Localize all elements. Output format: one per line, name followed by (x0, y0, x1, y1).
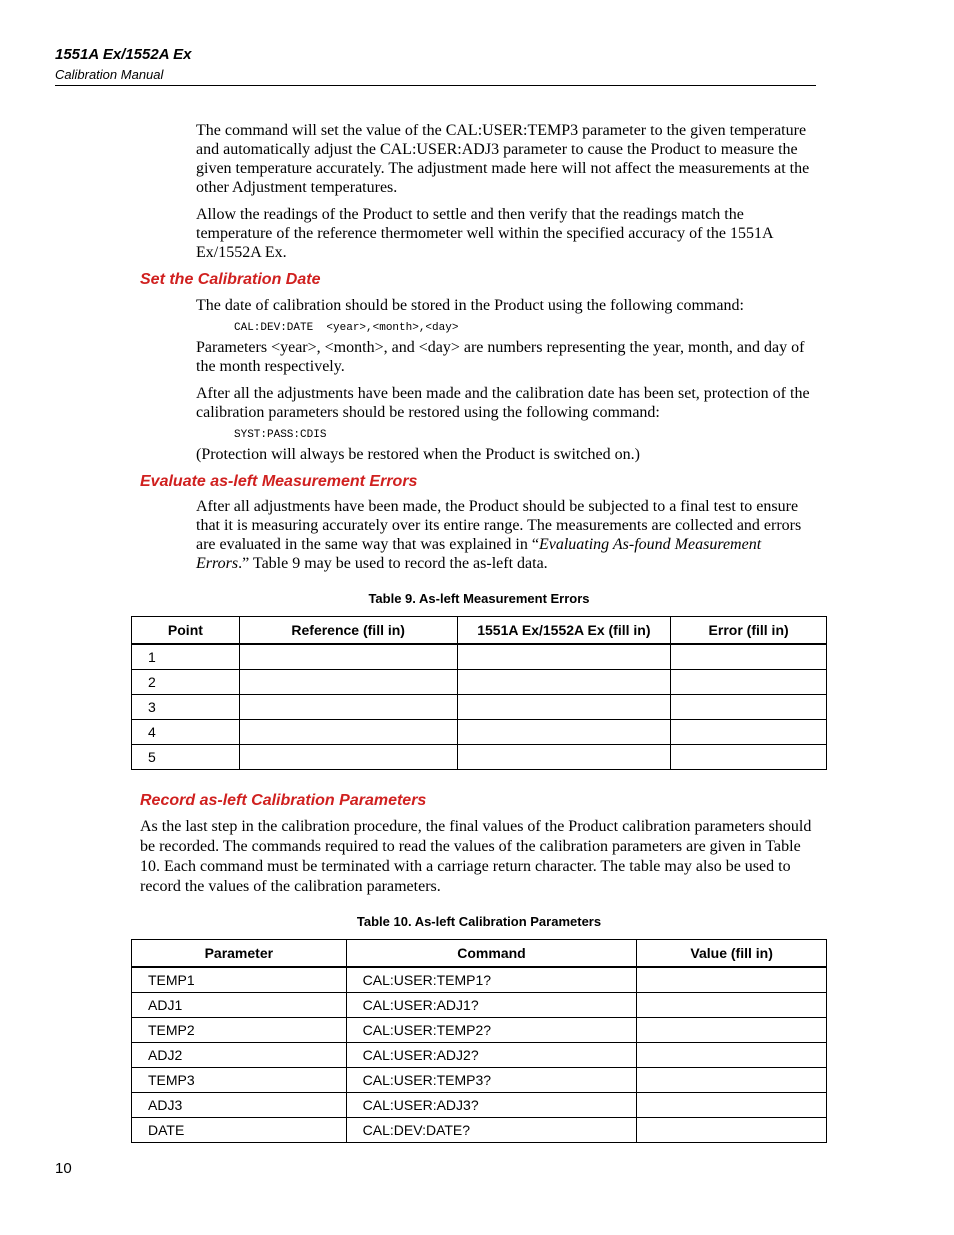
table-cell-fill-in (457, 720, 671, 745)
table-cell-point: 5 (132, 745, 240, 770)
column-header-value: Value (fill in) (637, 940, 827, 968)
table-row (132, 1043, 827, 1068)
table-cell-point: 4 (132, 720, 240, 745)
running-header-subtitle: Calibration Manual (55, 67, 164, 82)
header-divider (55, 85, 816, 86)
table-row (132, 695, 827, 720)
evaluate-text-start: After all adjustments have been made, the Product should be subjected to a final test to ensure that it is measuring accurately over its entire range. The measurements are collected and errors are evaluated in the same way that was explained in “ (196, 498, 802, 553)
table-as-left-measurement-errors (131, 616, 827, 770)
intro-paragraph-1: The command will set the value of the CAL:USER:TEMP3 parameter to the given temperature and automatically adjust the CAL:USER:ADJ3 parameter to cause the Product to measure the given temperature accurately. The adjustment made here will not affect the measurements at the other Adjustment temperatures. (196, 122, 810, 196)
table-cell-fill-in (637, 1018, 827, 1043)
table-row (132, 644, 827, 670)
table-cell-fill-in (457, 695, 671, 720)
table-cell-fill-in (637, 1093, 827, 1118)
table-row (132, 1118, 827, 1143)
running-header-title: 1551A Ex/1552A Ex (55, 46, 192, 63)
table-cell-fill-in (671, 720, 827, 745)
page-number: 10 (55, 1160, 72, 1177)
table-cell-fill-in (239, 745, 457, 770)
table-cell-command: CAL:USER:TEMP2? (346, 1018, 637, 1043)
column-header-error: Error (fill in) (671, 617, 827, 645)
column-header-point: Point (132, 617, 240, 645)
table-cell-fill-in (239, 670, 457, 695)
table-10-caption: Table 10. As-left Calibration Parameters (356, 914, 602, 929)
table-cell-fill-in (239, 695, 457, 720)
table-cell-parameter: TEMP2 (132, 1018, 347, 1043)
column-header-device-reading: 1551A Ex/1552A Ex (fill in) (457, 617, 671, 645)
column-header-parameter: Parameter (132, 940, 347, 968)
table-cell-command: CAL:USER:ADJ1? (346, 993, 637, 1018)
table-cell-fill-in (637, 1118, 827, 1143)
table-9-caption: Table 9. As-left Measurement Errors (368, 591, 590, 606)
code-syst-pass-cdis: SYST:PASS:CDIS (234, 429, 327, 441)
table-cell-fill-in (637, 1043, 827, 1068)
table-row (132, 1093, 827, 1118)
table-cell-fill-in (671, 670, 827, 695)
table-cell-fill-in (637, 1068, 827, 1093)
table-row (132, 745, 827, 770)
table-row (132, 1068, 827, 1093)
table-cell-point: 3 (132, 695, 240, 720)
intro-paragraph-2: Allow the readings of the Product to settle and then verify that the readings match the temperature of the reference thermometer well within the specified accuracy of the 1551A Ex/1552A Ex. (196, 206, 773, 261)
table-cell-parameter: ADJ2 (132, 1043, 347, 1068)
table-cell-fill-in (671, 745, 827, 770)
table-cell-point: 1 (132, 644, 240, 670)
table-cell-fill-in (457, 745, 671, 770)
table-cell-fill-in (457, 644, 671, 670)
evaluate-cross-reference: Evaluating As-found Measurement Errors (196, 536, 762, 572)
code-cal-dev-date: CAL:DEV:DATE <year>,<month>,<day> (234, 322, 459, 334)
table-cell-fill-in (637, 993, 827, 1018)
table-cell-parameter: ADJ1 (132, 993, 347, 1018)
table-cell-parameter: TEMP3 (132, 1068, 347, 1093)
table-row (132, 993, 827, 1018)
table-cell-point: 2 (132, 670, 240, 695)
cal-date-paragraph-3: After all the adjustments have been made and the calibration date has been set, protection of the calibration parameters should be restored using the following command: (196, 385, 810, 421)
table-cell-command: CAL:DEV:DATE? (346, 1118, 637, 1143)
table-cell-command: CAL:USER:ADJ2? (346, 1043, 637, 1068)
cal-date-paragraph-2: Parameters <year>, <month>, and <day> are numbers representing the year, month, and day of the month respectively. (196, 339, 805, 375)
table-cell-command: CAL:USER:TEMP3? (346, 1068, 637, 1093)
cal-date-paragraph-1: The date of calibration should be stored in the Product using the following command: (196, 297, 744, 314)
table-row (132, 967, 827, 993)
section-heading-record-parameters: Record as-left Calibration Parameters (140, 792, 427, 809)
table-as-left-calibration-parameters (131, 939, 827, 1143)
table-cell-fill-in (457, 670, 671, 695)
table-cell-parameter: TEMP1 (132, 967, 347, 993)
record-paragraph: As the last step in the calibration procedure, the final values of the Product calibration parameters should be recorded. The commands required to read the values of the calibration parameters are given in Table 10. Each command must be terminated with a carriage return character. The table may also be used to record the values of the calibration parameters. (140, 818, 812, 895)
table-cell-fill-in (239, 644, 457, 670)
column-header-command: Command (346, 940, 637, 968)
table-row (132, 720, 827, 745)
table-cell-command: CAL:USER:ADJ3? (346, 1093, 637, 1118)
table-row (132, 670, 827, 695)
cal-date-paragraph-4: (Protection will always be restored when the Product is switched on.) (196, 446, 640, 463)
table-cell-fill-in (637, 967, 827, 993)
section-heading-calibration-date: Set the Calibration Date (140, 271, 321, 288)
table-cell-parameter: ADJ3 (132, 1093, 347, 1118)
table-cell-fill-in (671, 695, 827, 720)
table-cell-command: CAL:USER:TEMP1? (346, 967, 637, 993)
section-heading-evaluate-errors: Evaluate as-left Measurement Errors (140, 473, 418, 490)
evaluate-paragraph (196, 497, 816, 573)
table-cell-parameter: DATE (132, 1118, 347, 1143)
table-row (132, 1018, 827, 1043)
table-cell-fill-in (671, 644, 827, 670)
evaluate-text-end: .” Table 9 may be used to record the as-left data. (238, 555, 548, 572)
table-cell-fill-in (239, 720, 457, 745)
column-header-reference: Reference (fill in) (239, 617, 457, 645)
